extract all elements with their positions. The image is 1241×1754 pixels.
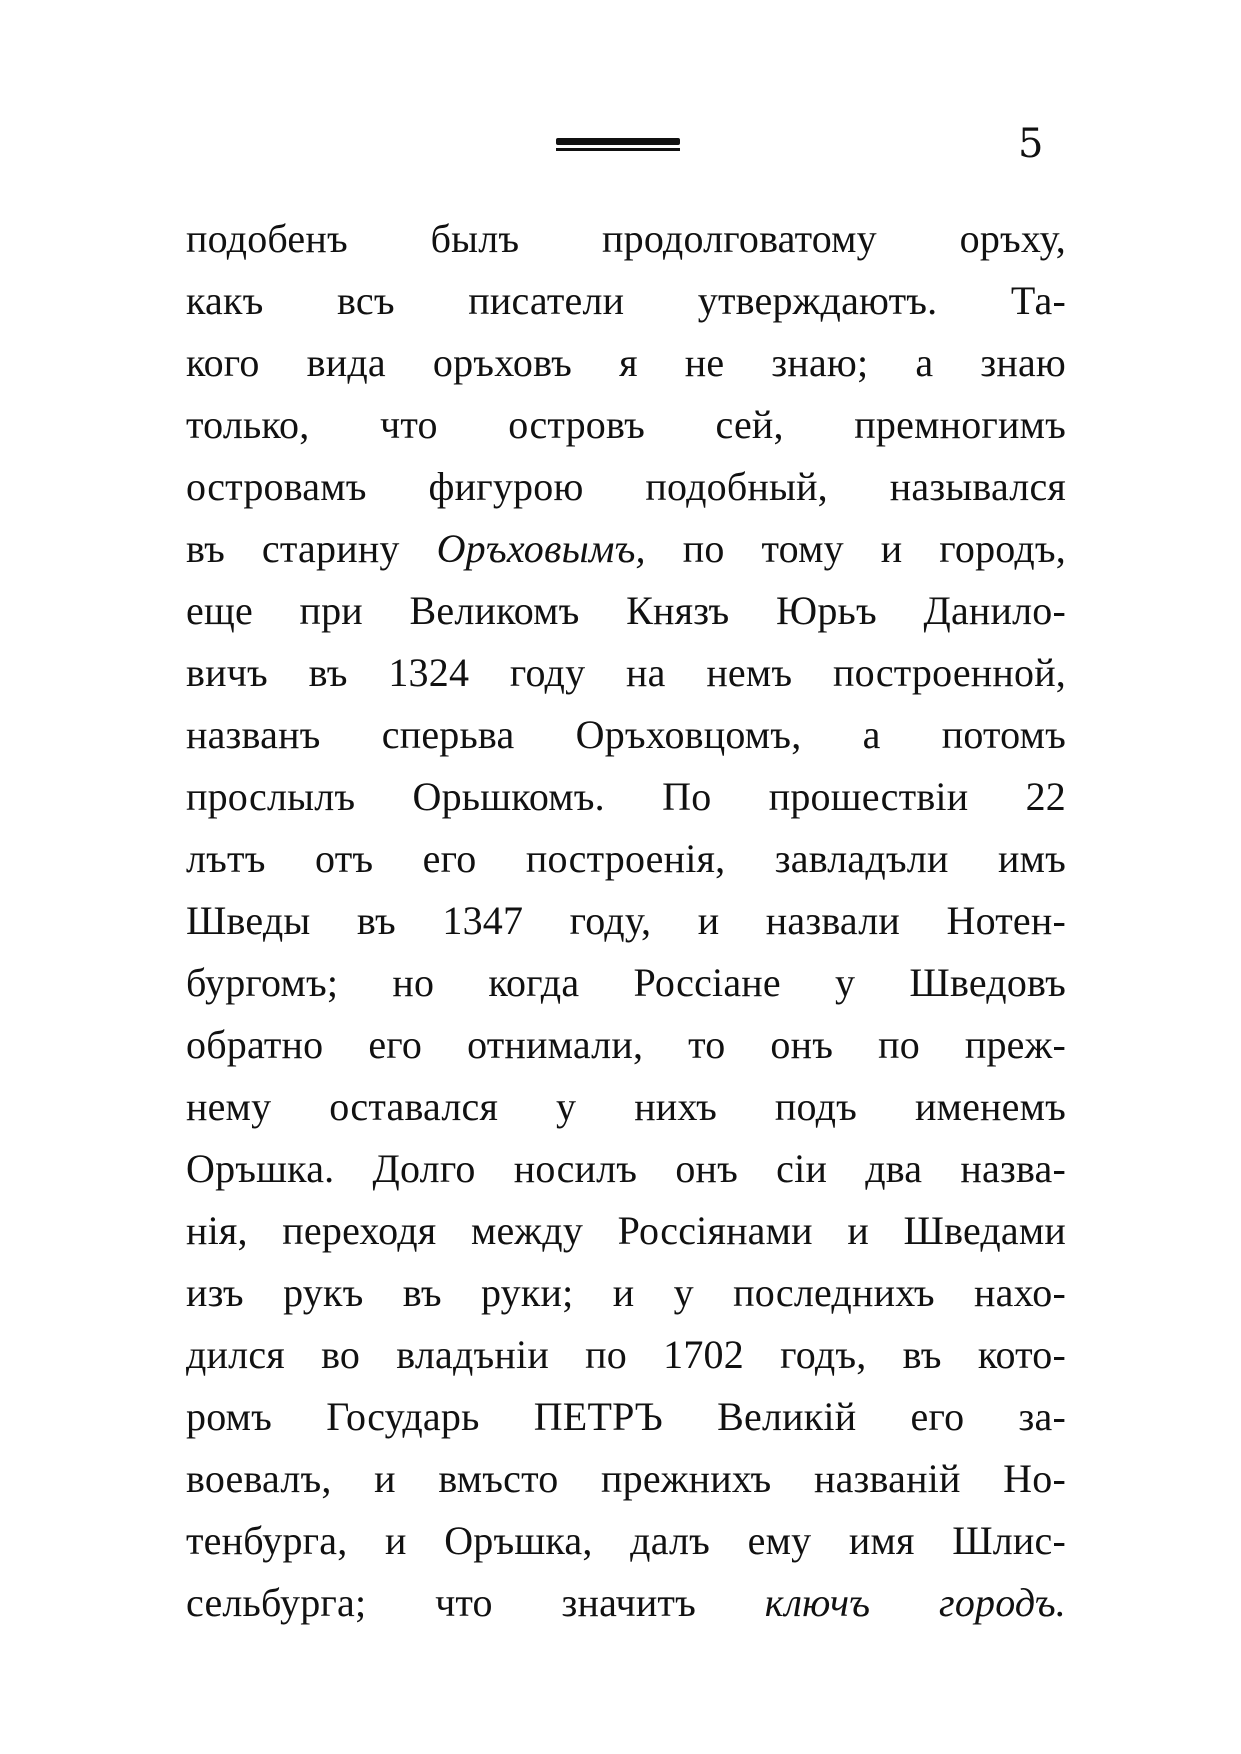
text-line-1: подобенъ былъ продолговатому оръху,	[186, 216, 1066, 261]
text-line-21: воевалъ, и вмъсто прежнихъ названій Но-	[186, 1456, 1066, 1501]
text-line-20: ромъ Государь ПЕТРЪ Великій его за-	[186, 1394, 1066, 1439]
text-line-11: лътъ отъ его построенія, завладъли имъ	[186, 836, 1066, 881]
text-line-6: въ старину Оръховымъ, по тому и городъ,	[186, 526, 1066, 571]
text-line-12: Шведы въ 1347 году, и назвали Нотен-	[186, 898, 1066, 943]
italic-phrase: ключъ городъ.	[764, 1580, 1066, 1625]
page-header	[0, 120, 1241, 180]
text-line-10: прослылъ Орьшкомъ. По прошествіи 22	[186, 774, 1066, 819]
header-rule-thin	[556, 148, 680, 151]
text-line-19: дился во владъніи по 1702 годъ, въ кото-	[186, 1332, 1066, 1377]
text-line-2: какъ всъ писатели утверждаютъ. Та-	[186, 278, 1066, 323]
text-line-22: тенбурга, и Оръшка, далъ ему имя Шлис-	[186, 1518, 1066, 1563]
text-line-17: нія, переходя между Россіянами и Шведами	[186, 1208, 1066, 1253]
text-line-16: Оръшка. Долго носилъ онъ сіи два назва-	[186, 1146, 1066, 1191]
page-number: 5	[1018, 121, 1044, 167]
text-line-14: обратно его отнимали, то онъ по преж-	[186, 1022, 1066, 1067]
text-line-9: названъ сперьва Оръховцомъ, а потомъ	[186, 712, 1066, 757]
text-line-7: еще при Великомъ Князъ Юрьъ Данило-	[186, 588, 1066, 633]
text-line-4: только, что островъ сей, премногимъ	[186, 402, 1066, 447]
header-ornament-rule	[556, 138, 680, 152]
text-line-8: вичъ въ 1324 году на немъ построенной,	[186, 650, 1066, 695]
header-rule-thick	[556, 138, 680, 145]
text-line-5: островамъ фигурою подобный, назывался	[186, 464, 1066, 509]
italic-word: Оръховымъ,	[436, 526, 646, 571]
body-text	[186, 208, 1066, 1634]
text-line-15: нему оставался у нихъ подъ именемъ	[186, 1084, 1066, 1129]
text-line-3: кого вида оръховъ я не знаю; а знаю	[186, 340, 1066, 385]
text-line-13: бургомъ; но когда Россіане у Шведовъ	[186, 960, 1066, 1005]
text-line-23: сельбурга; что значитъ ключъ городъ.	[186, 1580, 1066, 1625]
text-line-18: изъ рукъ въ руки; и у последнихъ нахо-	[186, 1270, 1066, 1315]
